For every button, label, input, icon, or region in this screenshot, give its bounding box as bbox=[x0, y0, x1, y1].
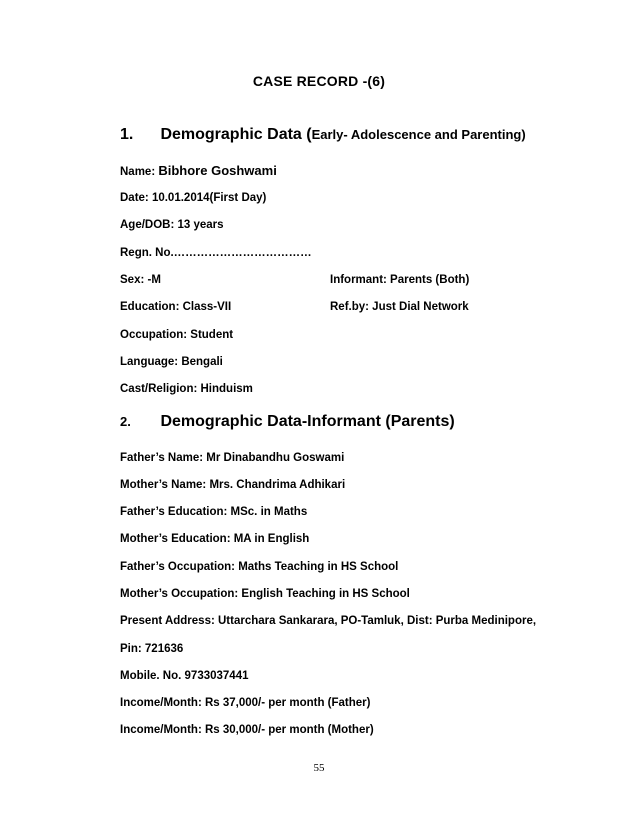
father-education-field: Father’s Education: MSc. in Maths bbox=[120, 506, 308, 518]
name-field bbox=[120, 163, 277, 178]
informant-field: Informant: Parents (Both) bbox=[330, 274, 470, 286]
pin-field: Pin: 721636 bbox=[120, 643, 184, 655]
father-name-field: Father’s Name: Mr Dinabandhu Goswami bbox=[120, 452, 345, 464]
mobile-field: Mobile. No. 9733037441 bbox=[120, 670, 249, 682]
section-1-heading bbox=[120, 126, 526, 144]
sex-field: Sex: -M bbox=[120, 274, 161, 286]
father-occupation-field: Father’s Occupation: Maths Teaching in HS School bbox=[120, 561, 399, 573]
section-2-number: 2. bbox=[120, 414, 131, 429]
section-2-title: Demographic Data-Informant (Parents) bbox=[160, 413, 455, 430]
date-field: Date: 10.01.2014(First Day) bbox=[120, 192, 267, 204]
address-field: Present Address: Uttarchara Sankarara, PO-Tamluk, Dist: Purba Medinipore, bbox=[120, 615, 537, 627]
section-1-subtitle: Early- Adolescence and Parenting) bbox=[311, 127, 526, 142]
mother-occupation-field: Mother’s Occupation: English Teaching in HS School bbox=[120, 588, 410, 600]
language-field: Language: Bengali bbox=[120, 356, 223, 368]
occupation-field: Occupation: Student bbox=[120, 329, 234, 341]
page-number: 55 bbox=[313, 762, 325, 774]
mother-education-field: Mother’s Education: MA in English bbox=[120, 533, 310, 545]
section-1-number: 1. bbox=[120, 126, 134, 143]
name-value: Bibhore Goshwami bbox=[158, 163, 277, 178]
case-record-title: CASE RECORD -(6) bbox=[252, 73, 386, 89]
regn-field: Regn. No.……………………………… bbox=[120, 247, 312, 259]
religion-field: Cast/Religion: Hinduism bbox=[120, 383, 253, 395]
education-field: Education: Class-VII bbox=[120, 301, 232, 313]
income-father-field: Income/Month: Rs 37,000/- per month (Father) bbox=[120, 697, 371, 709]
name-label: Name: bbox=[120, 166, 156, 178]
income-mother-field: Income/Month: Rs 30,000/- per month (Mother) bbox=[120, 724, 374, 736]
section-2-heading bbox=[120, 413, 455, 431]
refby-field: Ref.by: Just Dial Network bbox=[330, 301, 469, 313]
age-field: Age/DOB: 13 years bbox=[120, 219, 224, 231]
section-1-title: Demographic Data ( bbox=[160, 126, 312, 143]
mother-name-field: Mother’s Name: Mrs. Chandrima Adhikari bbox=[120, 479, 346, 491]
